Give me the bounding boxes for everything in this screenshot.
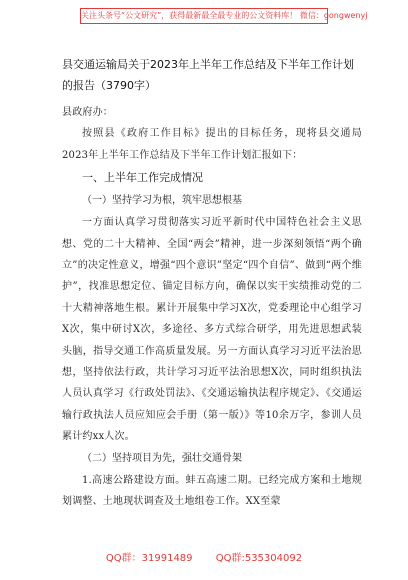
paragraph-2: 1.高速公路建设方面。蚌五高速二期。已经完成方案和土地规划调整、土地现状调查及土地组卷工作。XX至蒙 [62,474,362,508]
subsection-heading-1: （一）坚持学习为根，筑牢思想根基 [82,195,242,207]
intro-paragraph: 按照县《政府工作目标》提出的目标任务，现将县交通局2023年上半年工作总结及下半年工作计划汇报如下： [62,128,362,161]
footer-qq-group-2: QQ群:535304092 [215,553,303,564]
promo-banner: 关注头条号“公文研究”，获得最新最全最专业的公文资料库！ 微信：gongwenyj [80,8,328,24]
footer-contacts [0,552,408,566]
subsection-heading-2: （二）坚持项目为先，强壮交通骨架 [82,452,242,464]
document-title: 县交通运输局关于2023年上半年工作总结及下半年工作计划的报告（3790字） [62,58,354,92]
salutation: 县政府办： [62,107,113,118]
paragraph-1: 一方面认真学习贯彻落实习近平新时代中国特色社会主义思想、党的二十大精神、全国“两会”精神，进一步深刻领悟“两个确立”的决定性意义，增强“四个意识”坚定“四个自信”、做到“两个维护”，找准思想定位、锚定目标方向，确保以实干实绩推动党的二十大精神落地生根。累计开展集中学习X次，党委理论中心组学习X次，集中研讨X次，多途径、多方式综合研学，用先进思想武装头脑，指导交通工作高质量发展。另一方面认真学习习近平法治思想，坚持依法行政，共计学习习近平法治思想X次，同时组织执法人员认真学习《行政处罚法》、《交通运输执法程序规定》、《交通运输行政执法人员应知应会手册（第一版）》等10余万字，参训人员累计约xx人次。 [62,217,362,443]
footer-qq-group-1: QQ群：31991489 [105,553,193,564]
document-body [62,54,362,513]
section-heading: 一、上半年工作完成情况 [82,171,203,185]
